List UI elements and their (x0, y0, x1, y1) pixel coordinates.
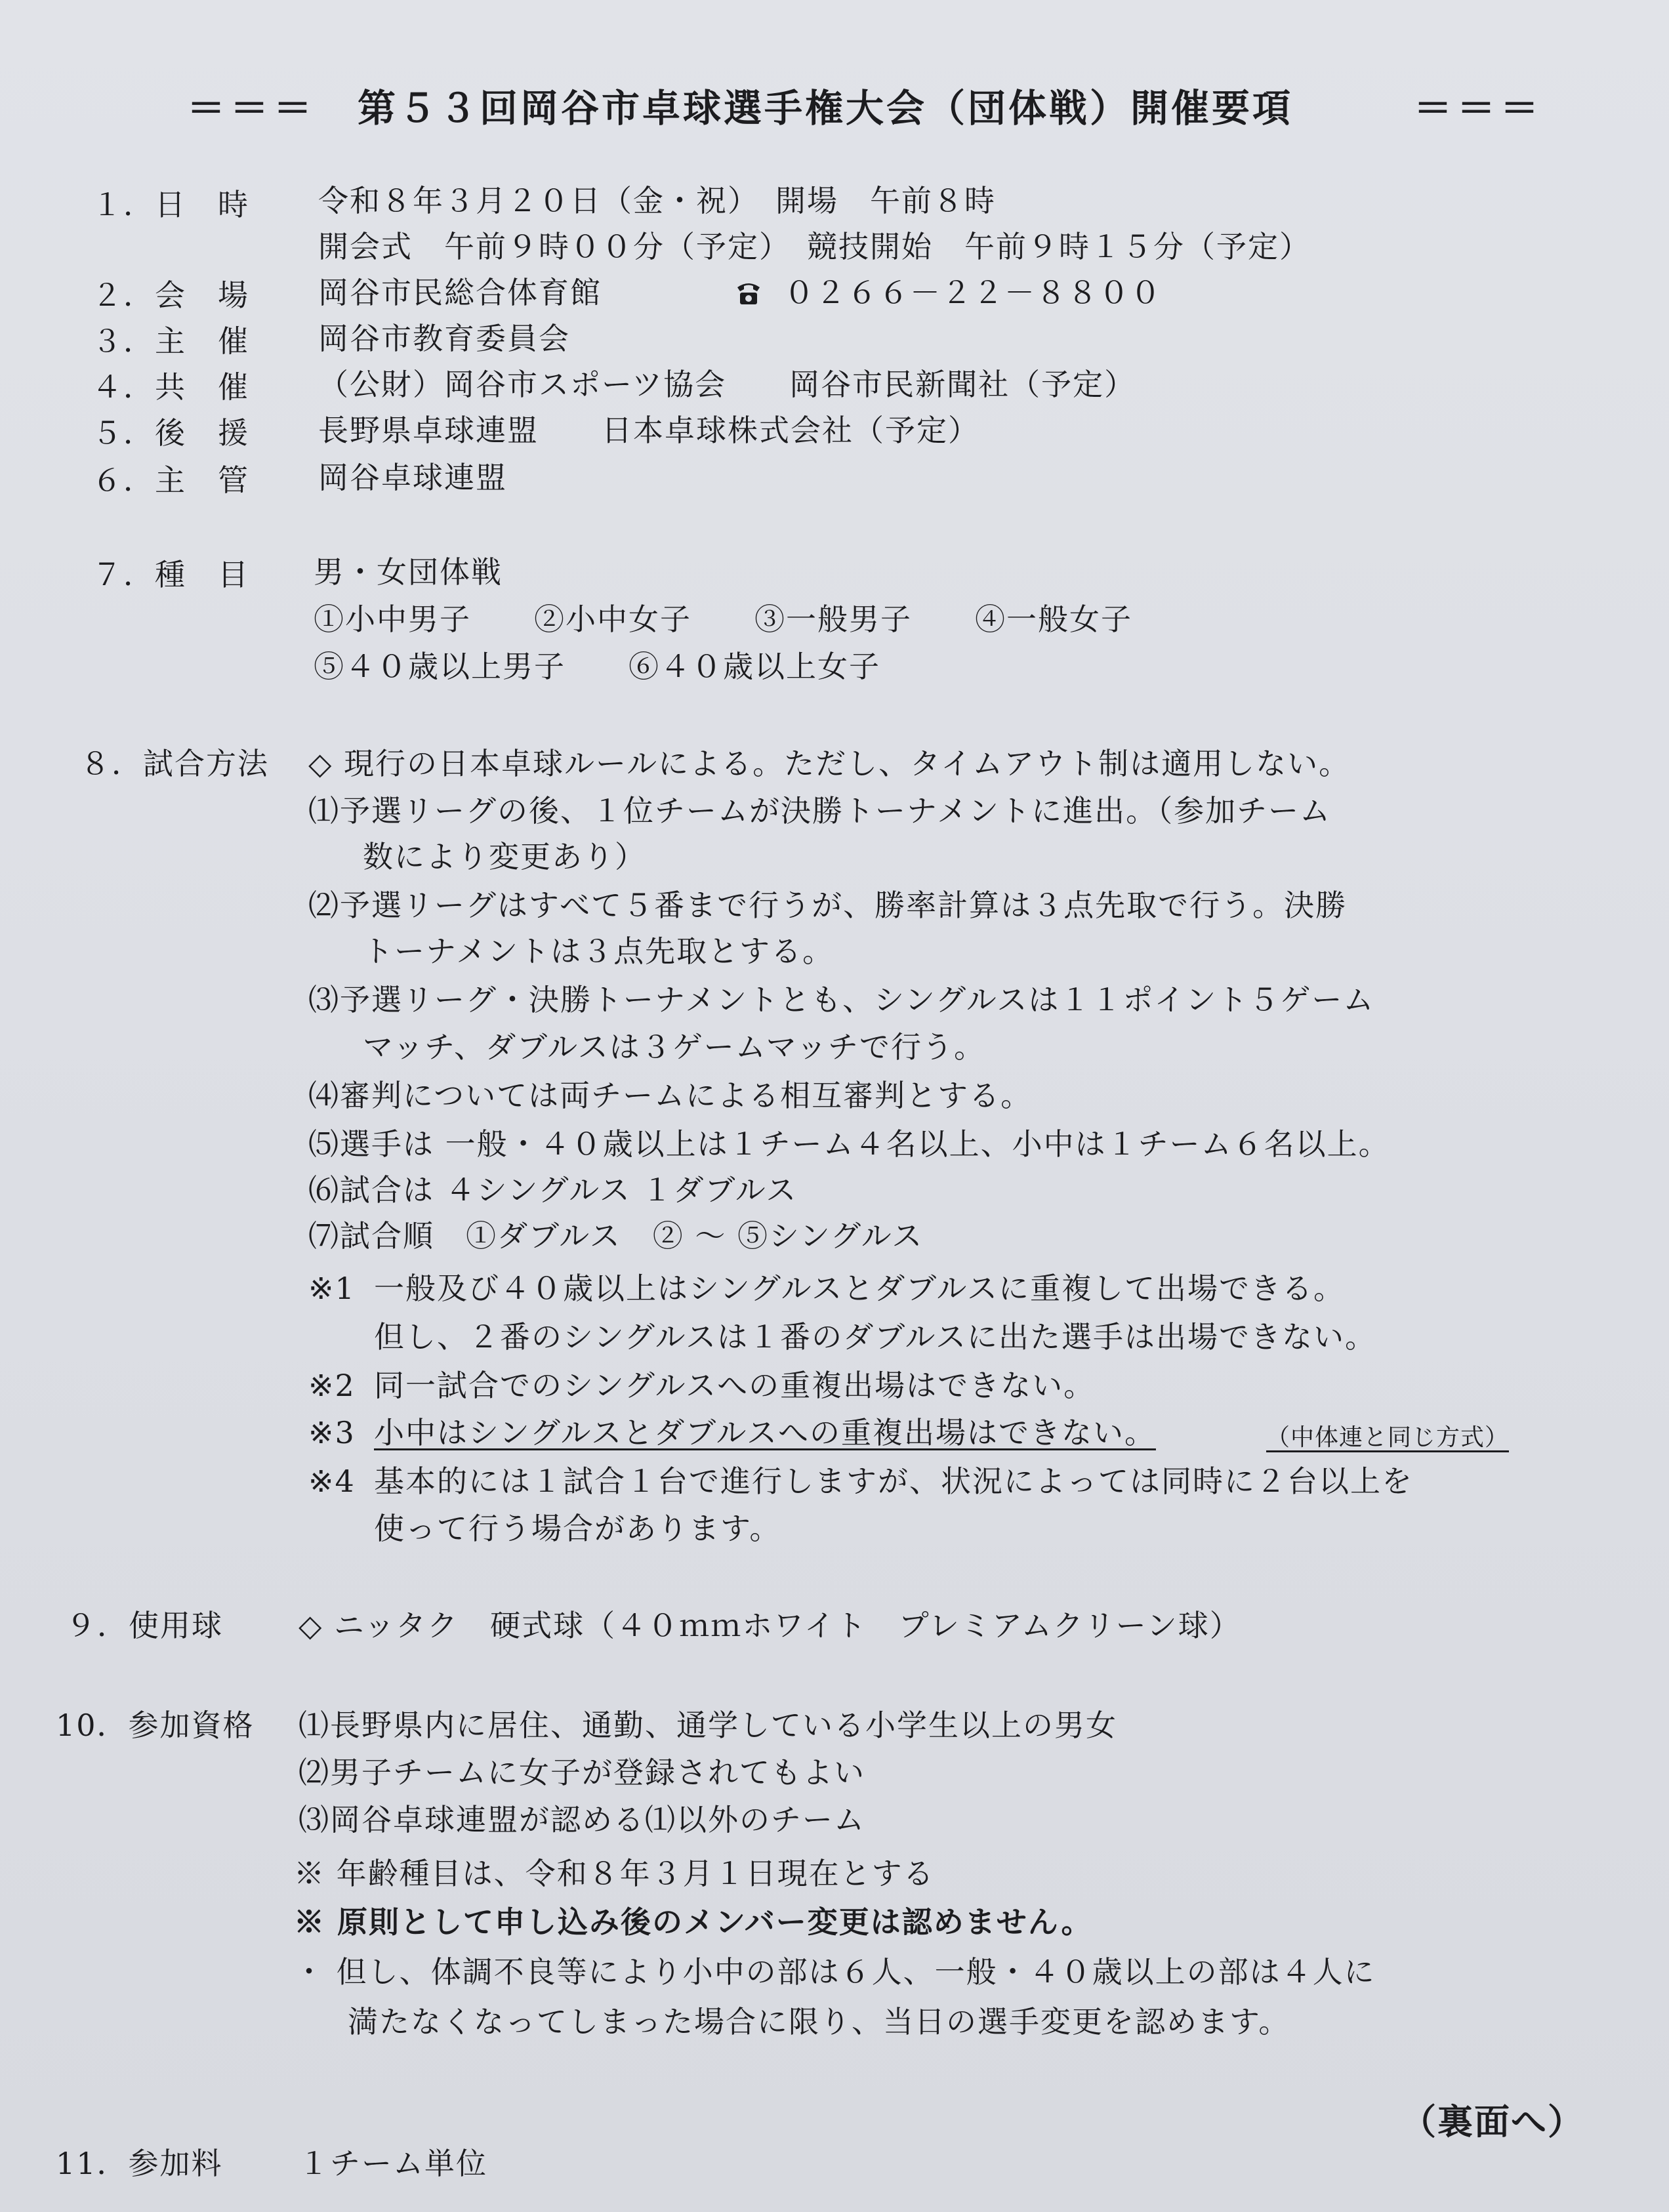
section-eligibility-label: 10．参加資格 (56, 1708, 255, 1743)
venue-phone: ０２６６－２２－８８００ (784, 275, 1162, 310)
method-rule3-line2: マッチ、ダブルスは３ゲームマッチで行う。 (363, 1029, 985, 1065)
eligibility-note-exception-line2: 満たなくなってしまった場合に限り、当日の選手変更を認めます。 (348, 2004, 1290, 2039)
section-fee-label: 11．参加料 (56, 2146, 223, 2181)
method-rule1-line2: 数により変更あり） (363, 839, 646, 874)
section-cohost-value: （公財）岡谷市スポーツ協会 岡谷市民新聞社（予定） (318, 367, 1136, 402)
section-venue-label: ２．会 場 (92, 277, 249, 313)
section-organizer-value: 岡谷卓球連盟 (318, 460, 507, 495)
title-decoration-left: ＝＝＝ (187, 86, 318, 131)
events-line3: ⑤４０歳以上男子 ⑥４０歳以上女子 (314, 649, 880, 684)
method-rule2-line1: ⑵予選リーグはすべて５番まで行うが、勝率計算は３点先取で行う。決勝 (308, 888, 1348, 923)
section-cohost-label: ４．共 催 (92, 369, 249, 405)
method-rule5: ⑸選手は 一般・４０歳以上は１チーム４名以上、小中は１チーム６名以上。 (308, 1126, 1390, 1162)
method-note3-mark: ※3 (308, 1415, 356, 1450)
section-ball-value: ◇ ニッタク 硬式球（４０ｍｍホワイト プレミアムクリーン球） (299, 1608, 1241, 1643)
method-note4-line2: 使って行う場合があります。 (374, 1511, 781, 1546)
method-note3: 小中はシングルスとダブルスへの重複出場はできない。 (374, 1415, 1156, 1450)
section-host-value: 岡谷市教育委員会 (318, 321, 570, 356)
method-note4-mark: ※4 (308, 1464, 356, 1499)
section-organizer-label: ６．主 管 (92, 462, 249, 498)
eligibility-item2: ⑵男子チームに女子が登録されてもよい (299, 1755, 865, 1790)
section-events-label: ７．種 目 (92, 557, 249, 592)
method-rule3-line1: ⑶予選リーグ・決勝トーナメントとも、シングルスは１１ポイント５ゲーム (308, 982, 1375, 1017)
continue-on-back-note: （裏面へ） (1401, 2100, 1584, 2142)
method-note4-line1: 基本的には１試合１台で進行しますが、状況によっては同時に２台以上を (374, 1464, 1413, 1499)
section-support-label: ５．後 援 (92, 415, 249, 451)
method-note2-mark: ※2 (308, 1368, 356, 1403)
eligibility-item1: ⑴長野県内に居住、通勤、通学している小学生以上の男女 (299, 1708, 1117, 1743)
section-fee-value: １チーム単位 (299, 2146, 487, 2181)
method-note1-mark: ※1 (308, 1271, 356, 1306)
section-host-label: ３．主 催 (92, 323, 249, 359)
method-rule2-line2: トーナメントは３点先取とする。 (363, 933, 834, 969)
method-rule7: ⑺試合順 ①ダブルス ② ～ ⑤シングルス (308, 1218, 924, 1254)
method-note1-line1: 一般及び４０歳以上はシングルスとダブルスに重複して出場できる。 (374, 1271, 1345, 1306)
eligibility-item3: ⑶岡谷卓球連盟が認める⑴以外のチーム (299, 1802, 865, 1837)
events-line1: 男・女団体戦 (314, 554, 503, 590)
method-rule4: ⑷審判については両チームによる相互審判とする。 (308, 1078, 1033, 1113)
eligibility-note-exception-line1: ・ 但し、体調不良等により小中の部は６人、一般・４０歳以上の部は４人に (294, 1954, 1376, 1990)
section-ball-label: ９．使用球 (66, 1608, 223, 1643)
page-title: 第５３回岡谷市卓球選手権大会（団体戦）開催要項 (358, 86, 1294, 131)
method-note3-aside: （中体連と同じ方式） (1266, 1424, 1510, 1451)
venue-name: 岡谷市民総合体育館 (318, 275, 602, 310)
method-rule1-line1: ⑴予選リーグの後、１位チームが決勝トーナメントに進出。（参加チーム (308, 793, 1332, 829)
method-note1-line2: 但し、２番のシングルスは１番のダブルスに出た選手は出場できない。 (374, 1319, 1376, 1355)
section-date-label: １．日 時 (92, 187, 249, 222)
section-date-line2: 開会式 午前９時００分（予定） 競技開始 午前９時１５分（予定） (318, 229, 1311, 264)
section-support-value: 長野県卓球連盟 日本卓球株式会社（予定） (318, 413, 979, 448)
method-note2: 同一試合でのシングルスへの重複出場はできない。 (374, 1368, 1096, 1403)
section-date-line1: 令和８年３月２０日（金・祝） 開場 午前８時 (318, 183, 996, 218)
title-decoration-right: ＝＝＝ (1414, 86, 1544, 131)
events-line2: ①小中男子 ②小中女子 ③一般男子 ④一般女子 (314, 602, 1132, 637)
eligibility-note-member-change: ※ 原則として申し込み後のメンバー変更は認めません。 (294, 1904, 1093, 1940)
eligibility-note-age: ※ 年齢種目は、令和８年３月１日現在とする (294, 1856, 935, 1891)
section-method-label: ８．試合方法 (80, 746, 269, 781)
method-intro: ◇ 現行の日本卓球ルールによる。ただし、タイムアウト制は適用しない。 (308, 746, 1351, 781)
telephone-icon (733, 278, 764, 308)
method-rule6: ⑹試合は ４シングルス １ダブルス (308, 1172, 798, 1208)
